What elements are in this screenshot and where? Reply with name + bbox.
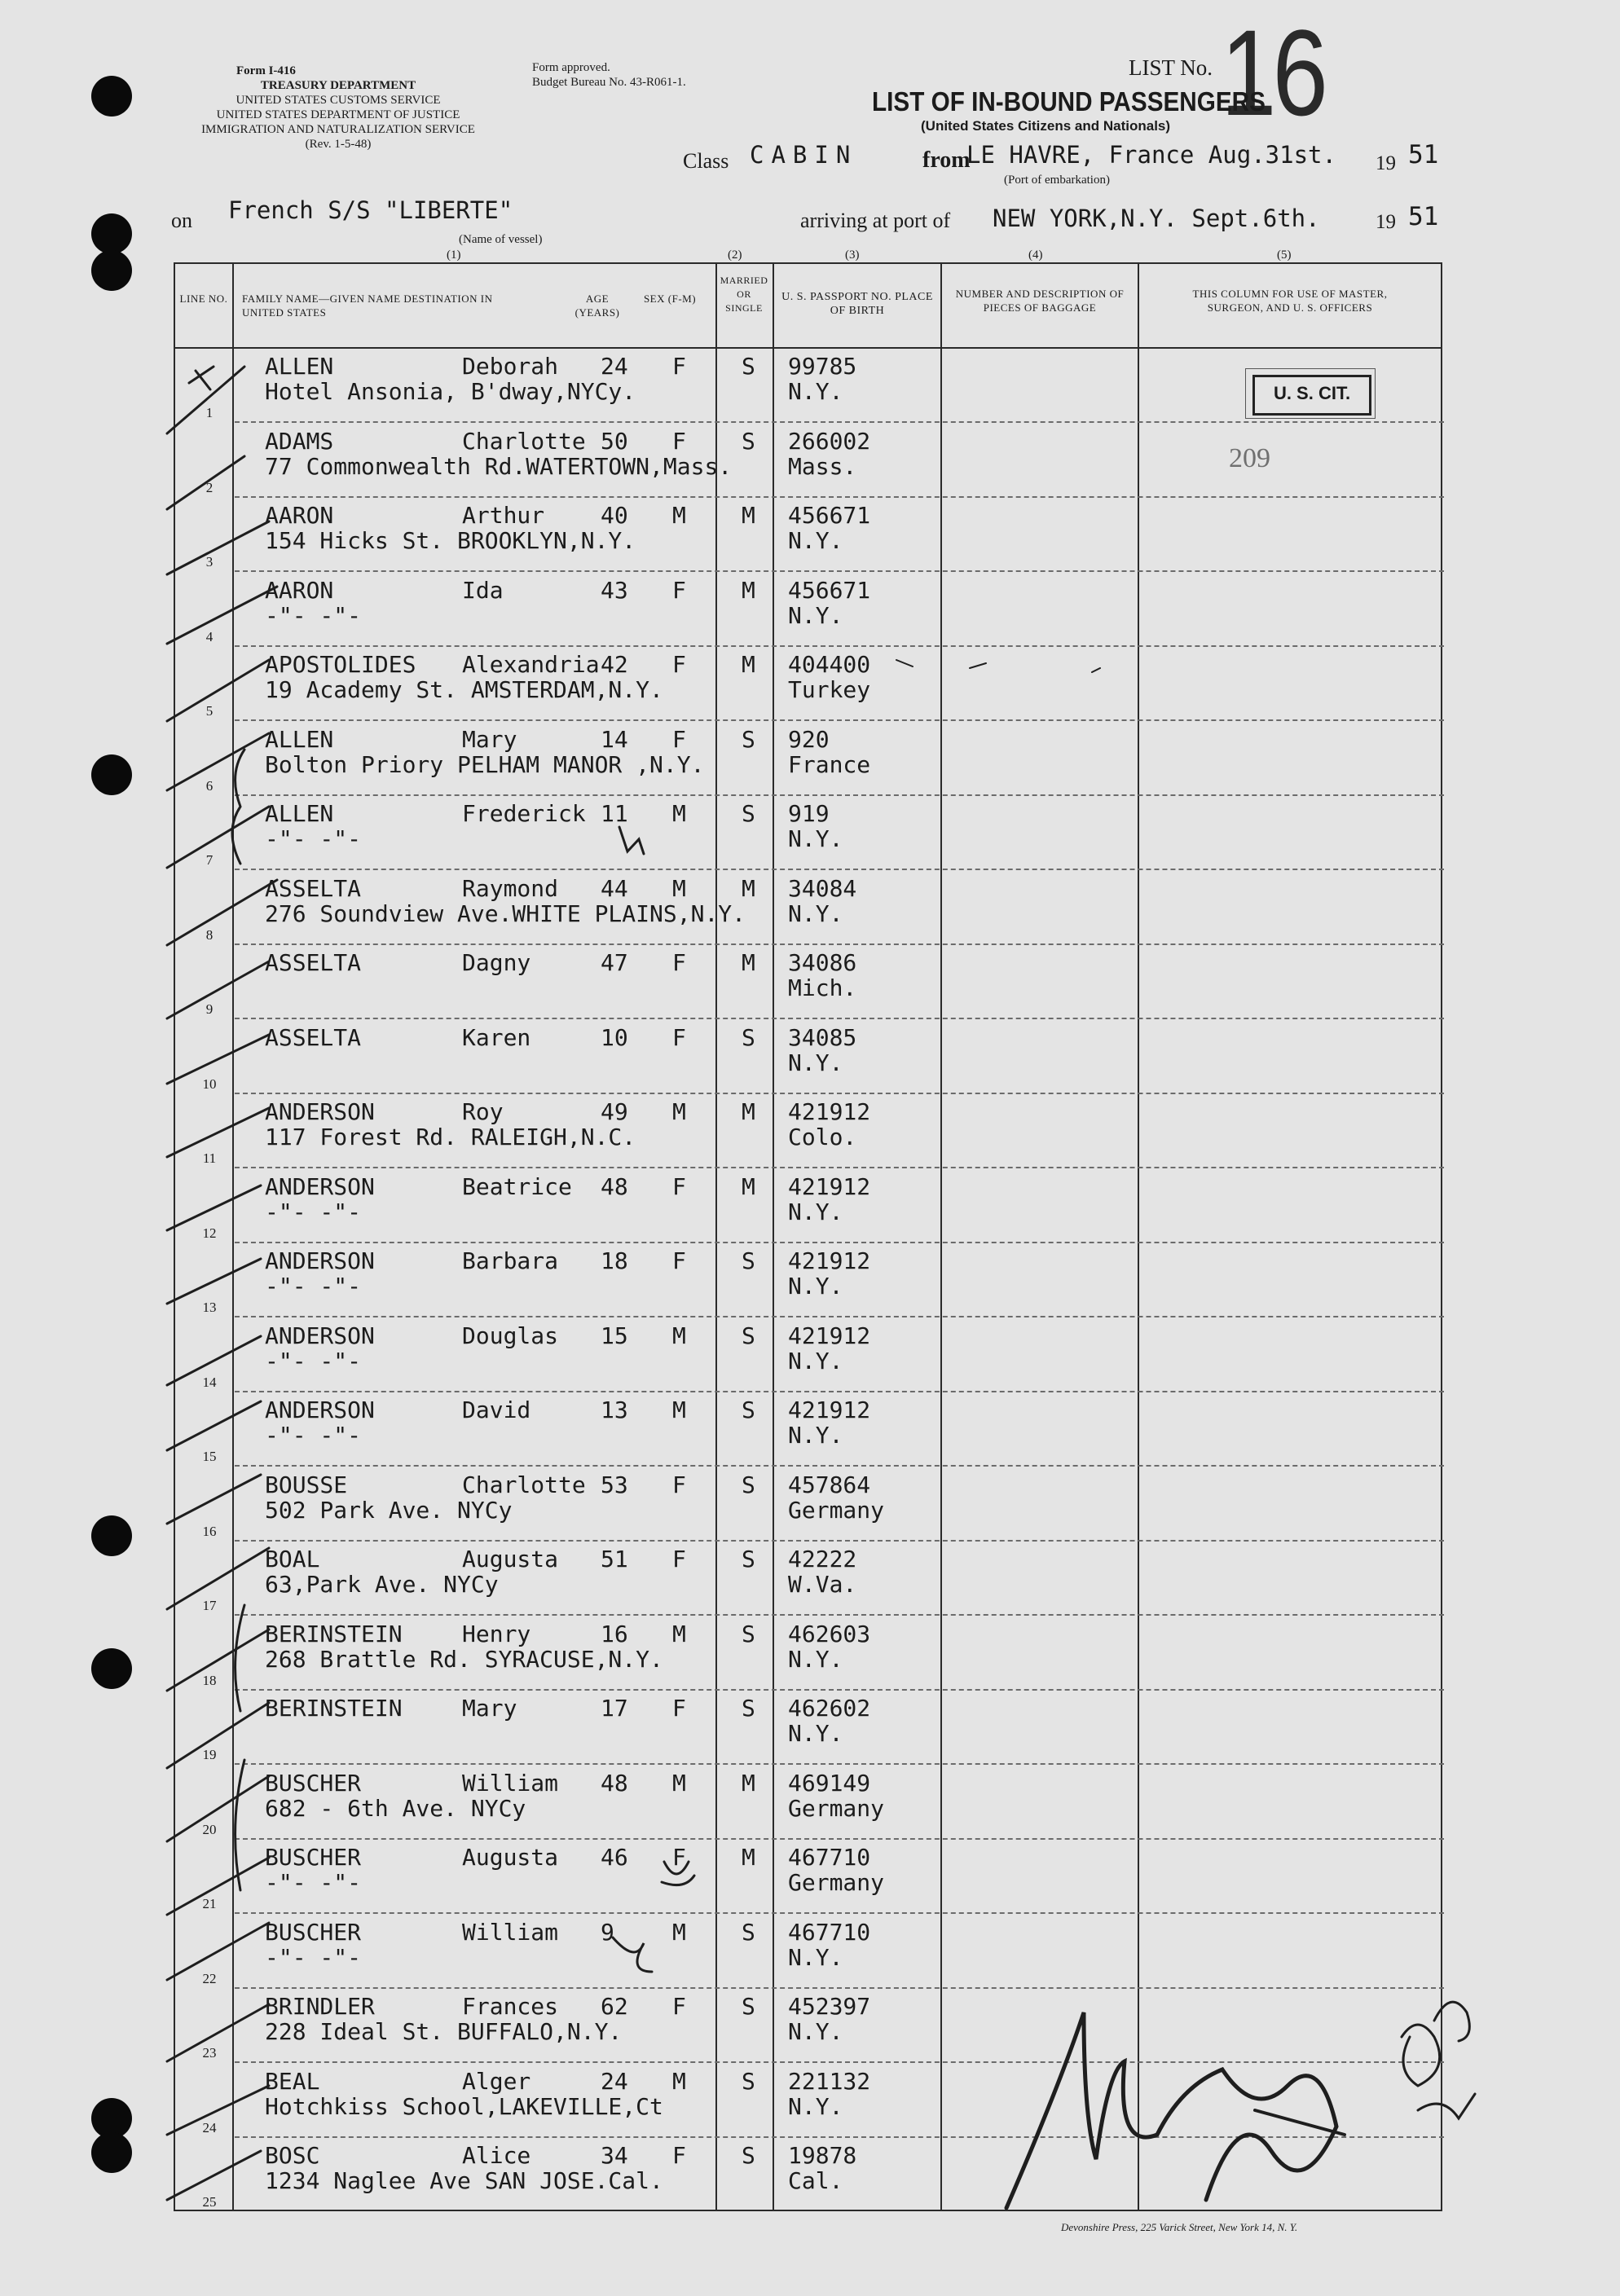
given-name: Karen bbox=[462, 1023, 531, 1051]
surname: AARON bbox=[265, 502, 334, 529]
table-row bbox=[175, 646, 1444, 720]
arriving-value: NEW YORK,N.Y. Sept.6th. bbox=[993, 205, 1320, 232]
sex: F bbox=[672, 1993, 686, 2020]
destination: -"- -"- bbox=[265, 1347, 362, 1375]
marital-status: M bbox=[742, 1844, 755, 1871]
sex: M bbox=[672, 1918, 686, 1946]
age: 16 bbox=[601, 1620, 628, 1647]
age: 11 bbox=[601, 800, 628, 827]
marital-status: S bbox=[742, 353, 755, 380]
surname: BUSCHER bbox=[265, 1918, 362, 1946]
annotation-209: 209 bbox=[1229, 443, 1270, 473]
punch-hole bbox=[91, 213, 132, 254]
age: 48 bbox=[601, 1769, 628, 1797]
passport-number: 467710 bbox=[788, 1918, 871, 1946]
justice-dept: UNITED STATES DEPARTMENT OF JUSTICE bbox=[216, 108, 460, 121]
sex: F bbox=[672, 651, 686, 678]
age: 24 bbox=[601, 353, 628, 380]
surname: ALLEN bbox=[265, 725, 334, 753]
given-name: Alice bbox=[462, 2142, 531, 2169]
marital-status: S bbox=[742, 427, 755, 455]
sex: M bbox=[672, 1397, 686, 1423]
given-name: Ida bbox=[462, 576, 504, 604]
place-of-birth: Turkey bbox=[788, 676, 871, 703]
list-number-label: LIST No. bbox=[1129, 55, 1213, 80]
column-number: (1) bbox=[447, 249, 461, 262]
surname: BOUSSE bbox=[265, 1471, 348, 1498]
age: 14 bbox=[601, 725, 628, 753]
passport-number: 462602 bbox=[788, 1695, 871, 1722]
place-of-birth: N.Y. bbox=[788, 2018, 843, 2045]
punch-hole bbox=[91, 2132, 132, 2173]
marital-status: S bbox=[742, 1471, 755, 1498]
place-of-birth: N.Y. bbox=[788, 2092, 843, 2120]
table-row bbox=[175, 1467, 1444, 1541]
marital-status: M bbox=[742, 1172, 755, 1200]
given-name: Beatrice bbox=[462, 1172, 572, 1200]
passport-number: 467710 bbox=[788, 1844, 871, 1871]
table-row bbox=[175, 1914, 1444, 1988]
sex: F bbox=[672, 2142, 686, 2169]
place-of-birth: France bbox=[788, 750, 871, 778]
place-of-birth: N.Y. bbox=[788, 1198, 843, 1225]
place-of-birth: N.Y. bbox=[788, 1645, 843, 1673]
from-label: from bbox=[922, 147, 971, 173]
passport-number: 421912 bbox=[788, 1397, 871, 1423]
table-row bbox=[175, 497, 1444, 571]
sex: F bbox=[672, 576, 686, 604]
line-no: 7 bbox=[205, 852, 214, 868]
surname: BUSCHER bbox=[265, 1844, 362, 1871]
marital-status: S bbox=[742, 1023, 755, 1051]
destination: 502 Park Ave. NYCy bbox=[265, 1496, 513, 1524]
given-name: Roy bbox=[462, 1098, 504, 1125]
marital-status: S bbox=[742, 800, 755, 827]
age: 13 bbox=[601, 1397, 628, 1423]
punch-hole bbox=[91, 1648, 132, 1689]
passport-number: 19878 bbox=[788, 2142, 857, 2169]
destination: 63,Park Ave. NYCy bbox=[265, 1571, 499, 1598]
passport-number: 456671 bbox=[788, 502, 871, 529]
sex: F bbox=[672, 427, 686, 455]
line-no: 23 bbox=[202, 2045, 217, 2061]
marital-status: S bbox=[742, 1397, 755, 1423]
line-no: 17 bbox=[202, 1598, 217, 1613]
surname: ANDERSON bbox=[265, 1322, 375, 1349]
sex: F bbox=[672, 1471, 686, 1498]
surname: BERINSTEIN bbox=[265, 1695, 403, 1722]
given-name: Mary bbox=[462, 725, 517, 753]
passport-number: 42222 bbox=[788, 1546, 857, 1572]
line-no: 6 bbox=[205, 777, 214, 794]
place-of-birth: Germany bbox=[788, 1869, 885, 1896]
destination: 228 Ideal St. BUFFALO,N.Y. bbox=[265, 2018, 623, 2045]
age: 49 bbox=[601, 1098, 628, 1125]
sex: F bbox=[672, 1247, 686, 1274]
place-of-birth: N.Y. bbox=[788, 527, 843, 554]
col-header-marital: MARRIED OR SINGLE bbox=[720, 275, 768, 314]
marital-status: M bbox=[742, 651, 755, 678]
given-name: Frances bbox=[462, 1993, 559, 2020]
age: 17 bbox=[601, 1695, 628, 1722]
passport-number: 421912 bbox=[788, 1322, 871, 1349]
place-of-birth: Mass. bbox=[788, 452, 857, 480]
passport-number: 34084 bbox=[788, 874, 857, 902]
line-no: 25 bbox=[202, 2194, 217, 2210]
line-no: 8 bbox=[205, 926, 214, 943]
year-suffix: 51 bbox=[1408, 140, 1439, 169]
sex: M bbox=[672, 1769, 686, 1797]
given-name: Charlotte bbox=[462, 1471, 586, 1498]
surname: AARON bbox=[265, 576, 334, 604]
arriving-label: arriving at port of bbox=[800, 209, 951, 232]
col-header-sex: SEX (F-M) bbox=[643, 292, 697, 305]
marital-status: M bbox=[742, 1769, 755, 1797]
age: 34 bbox=[601, 2142, 628, 2169]
surname: ASSELTA bbox=[265, 1023, 362, 1051]
age: 43 bbox=[601, 576, 628, 604]
destination: -"- -"- bbox=[265, 1943, 362, 1971]
sex: M bbox=[672, 502, 686, 529]
surname: BOSC bbox=[265, 2142, 320, 2169]
table-row bbox=[175, 2063, 1444, 2137]
given-name: William bbox=[462, 1918, 559, 1946]
given-name: Deborah bbox=[462, 353, 559, 380]
destination: -"- -"- bbox=[265, 1273, 362, 1300]
form-approval bbox=[532, 60, 686, 90]
given-name: Raymond bbox=[462, 874, 559, 902]
surname: ALLEN bbox=[265, 800, 334, 827]
surname: ASSELTA bbox=[265, 874, 362, 902]
place-of-birth: N.Y. bbox=[788, 378, 843, 405]
table-row bbox=[175, 870, 1444, 944]
punch-hole bbox=[91, 250, 132, 291]
line-no: 10 bbox=[202, 1075, 217, 1092]
line-no: 4 bbox=[205, 628, 214, 644]
place-of-birth: N.Y. bbox=[788, 1347, 843, 1375]
table-row bbox=[175, 572, 1444, 646]
customs-service: UNITED STATES CUSTOMS SERVICE bbox=[236, 94, 441, 107]
place-of-birth: Colo. bbox=[788, 1124, 857, 1150]
sex: F bbox=[672, 1546, 686, 1572]
sex: M bbox=[672, 1322, 686, 1349]
passport-number: 421912 bbox=[788, 1247, 871, 1274]
age: 18 bbox=[601, 1247, 628, 1274]
col-header-passport: U. S. PASSPORT NO. PLACE OF BIRTH bbox=[781, 291, 933, 317]
from-value: LE HAVRE, France Aug.31st. bbox=[966, 141, 1336, 169]
marital-status: S bbox=[742, 1620, 755, 1647]
marital-status: S bbox=[742, 2142, 755, 2169]
age: 51 bbox=[601, 1546, 628, 1572]
page-title: LIST OF IN-BOUND PASSENGERS bbox=[872, 86, 1266, 117]
passport-number: 421912 bbox=[788, 1098, 871, 1125]
passport-number: 919 bbox=[788, 800, 830, 827]
year2-prefix: 19 bbox=[1376, 211, 1396, 233]
line-no: 15 bbox=[202, 1449, 217, 1464]
destination: 19 Academy St. AMSTERDAM,N.Y. bbox=[265, 676, 663, 703]
surname: ANDERSON bbox=[265, 1172, 375, 1200]
line-no: 1 bbox=[205, 405, 214, 420]
passport-number: 452397 bbox=[788, 1993, 871, 2020]
sex: F bbox=[672, 1172, 686, 1200]
destination: Hotchkiss School,LAKEVILLE,Ct bbox=[265, 2092, 663, 2120]
passport-number: 34085 bbox=[788, 1023, 857, 1051]
sex: M bbox=[672, 1620, 686, 1647]
table-row bbox=[175, 1243, 1444, 1317]
line-no: 2 bbox=[205, 479, 214, 495]
age: 62 bbox=[601, 1993, 628, 2020]
passenger-table bbox=[174, 262, 1442, 2211]
age: 40 bbox=[601, 502, 628, 529]
sex: F bbox=[672, 1844, 686, 1871]
destination: 268 Brattle Rd. SYRACUSE,N.Y. bbox=[265, 1645, 663, 1673]
place-of-birth: W.Va. bbox=[788, 1571, 857, 1598]
passport-number: 462603 bbox=[788, 1620, 871, 1647]
place-of-birth: Cal. bbox=[788, 2167, 843, 2194]
destination: 682 - 6th Ave. NYCy bbox=[265, 1794, 526, 1822]
surname: ANDERSON bbox=[265, 1098, 375, 1125]
vessel-name: French S/S "LIBERTE" bbox=[228, 196, 513, 224]
table-row bbox=[175, 721, 1444, 795]
age: 46 bbox=[601, 1844, 628, 1871]
place-of-birth: N.Y. bbox=[788, 1943, 843, 1971]
passport-number: 34086 bbox=[788, 949, 857, 976]
surname: BOAL bbox=[265, 1546, 320, 1572]
marital-status: M bbox=[742, 502, 755, 529]
age: 42 bbox=[601, 651, 628, 678]
line-no: 22 bbox=[202, 1970, 217, 1986]
given-name: Barbara bbox=[462, 1247, 559, 1274]
given-name: Arthur bbox=[462, 502, 545, 529]
passport-number: 266002 bbox=[788, 427, 871, 455]
passport-number: 469149 bbox=[788, 1769, 871, 1797]
punch-hole bbox=[91, 76, 132, 117]
marital-status: S bbox=[742, 1993, 755, 2020]
punch-hole bbox=[91, 1515, 132, 1556]
treasury-dept: TREASURY DEPARTMENT bbox=[260, 79, 416, 92]
page-subtitle: (United States Citizens and Nationals) bbox=[921, 118, 1171, 134]
sex: F bbox=[672, 1695, 686, 1722]
year2-suffix: 51 bbox=[1408, 202, 1439, 231]
approved-text: Form approved. bbox=[532, 61, 610, 74]
col-header-officers: THIS COLUMN FOR USE OF MASTER, SURGEON, AND U. S. OFFICERS bbox=[1192, 288, 1388, 314]
sex: M bbox=[672, 874, 686, 902]
on-label: on bbox=[171, 209, 192, 232]
given-name: Alger bbox=[462, 2067, 531, 2095]
table-row bbox=[175, 1541, 1444, 1615]
column-number: (5) bbox=[1277, 249, 1292, 262]
age: 15 bbox=[601, 1322, 628, 1349]
line-no: 20 bbox=[202, 1821, 217, 1837]
surname: BUSCHER bbox=[265, 1769, 362, 1797]
list-number-value: 16 bbox=[1221, 4, 1324, 141]
sex: F bbox=[672, 725, 686, 753]
destination: Bolton Priory PELHAM MANOR ,N.Y. bbox=[265, 750, 705, 778]
passport-number: 221132 bbox=[788, 2067, 871, 2095]
table-row bbox=[175, 1765, 1444, 1839]
marital-status: S bbox=[742, 1918, 755, 1946]
passport-number: 457864 bbox=[788, 1471, 871, 1498]
col-header-age: AGE (YEARS) bbox=[574, 292, 620, 319]
surname: ANDERSON bbox=[265, 1397, 375, 1423]
line-no: 16 bbox=[202, 1523, 217, 1539]
passport-number: 404400 bbox=[788, 651, 871, 678]
given-name: David bbox=[462, 1397, 531, 1423]
year-prefix: 19 bbox=[1376, 152, 1396, 174]
sex: F bbox=[672, 949, 686, 976]
surname: APOSTOLIDES bbox=[265, 651, 416, 678]
table-row bbox=[175, 1168, 1444, 1243]
budget-bureau: Budget Bureau No. 43-R061-1. bbox=[532, 76, 686, 89]
passport-number: 99785 bbox=[788, 353, 857, 380]
destination: 154 Hicks St. BROOKLYN,N.Y. bbox=[265, 527, 636, 554]
passport-number: 920 bbox=[788, 725, 830, 753]
line-no: 14 bbox=[202, 1374, 217, 1390]
table-row bbox=[175, 795, 1444, 869]
given-name: William bbox=[462, 1769, 559, 1797]
given-name: Augusta bbox=[462, 1844, 559, 1871]
column-number: (4) bbox=[1028, 249, 1043, 262]
column-number: (2) bbox=[728, 249, 742, 262]
marital-status: S bbox=[742, 1322, 755, 1349]
sex: M bbox=[672, 1098, 686, 1125]
place-of-birth: Mich. bbox=[788, 974, 857, 1001]
given-name: Frederick bbox=[462, 800, 586, 827]
place-of-birth: N.Y. bbox=[788, 1720, 843, 1747]
table-row bbox=[175, 1317, 1444, 1392]
line-no: 11 bbox=[202, 1150, 217, 1166]
surname: ALLEN bbox=[265, 353, 334, 380]
surname: BERINSTEIN bbox=[265, 1620, 403, 1647]
age: 24 bbox=[601, 2067, 628, 2095]
sex: M bbox=[672, 800, 686, 827]
place-of-birth: N.Y. bbox=[788, 825, 843, 852]
port-embarkation-caption: (Port of embarkation) bbox=[1004, 174, 1110, 187]
sex: F bbox=[672, 1023, 686, 1051]
destination: -"- -"- bbox=[265, 1198, 362, 1225]
marital-status: M bbox=[742, 1098, 755, 1125]
line-no: 24 bbox=[202, 2119, 217, 2135]
marital-status: S bbox=[742, 1247, 755, 1274]
marital-status: S bbox=[742, 2067, 755, 2095]
form-number: Form I-416 bbox=[236, 64, 296, 77]
surname: BEAL bbox=[265, 2067, 320, 2095]
given-name: Douglas bbox=[462, 1322, 559, 1349]
place-of-birth: N.Y. bbox=[788, 1422, 843, 1449]
col-header-name: FAMILY NAME—GIVEN NAME DESTINATION IN UNITED STATES bbox=[242, 292, 493, 319]
table-row bbox=[175, 1839, 1444, 1913]
form-revision: (Rev. 1-5-48) bbox=[305, 138, 372, 151]
marital-status: S bbox=[742, 725, 755, 753]
class-value: CABIN bbox=[750, 141, 858, 169]
line-no: 18 bbox=[202, 1672, 217, 1688]
table-row bbox=[175, 2137, 1444, 2211]
column-number: (3) bbox=[845, 249, 860, 262]
line-no: 21 bbox=[202, 1896, 217, 1911]
given-name: Mary bbox=[462, 1695, 517, 1722]
place-of-birth: N.Y. bbox=[788, 601, 843, 629]
passport-number: 421912 bbox=[788, 1172, 871, 1200]
given-name: Henry bbox=[462, 1620, 531, 1647]
col-header-baggage: NUMBER AND DESCRIPTION OF PIECES OF BAGGAGE bbox=[955, 288, 1125, 314]
us-cit-stamp: U. S. CIT. bbox=[1252, 375, 1371, 416]
age: 53 bbox=[601, 1471, 628, 1498]
age: 50 bbox=[601, 427, 628, 455]
given-name: Augusta bbox=[462, 1546, 559, 1572]
surname: ASSELTA bbox=[265, 949, 362, 976]
place-of-birth: Germany bbox=[788, 1496, 885, 1524]
place-of-birth: N.Y. bbox=[788, 1049, 843, 1076]
table-row bbox=[175, 1019, 1444, 1093]
destination: -"- -"- bbox=[265, 601, 362, 629]
line-no: 3 bbox=[205, 554, 214, 570]
destination: -"- -"- bbox=[265, 1422, 362, 1449]
destination: Hotel Ansonia, B'dway,NYCy. bbox=[265, 378, 636, 405]
surname: ADAMS bbox=[265, 427, 334, 455]
place-of-birth: N.Y. bbox=[788, 899, 843, 927]
line-no: 9 bbox=[205, 1001, 214, 1017]
line-no: 19 bbox=[202, 1747, 217, 1762]
class-label: Class bbox=[683, 149, 729, 173]
place-of-birth: Germany bbox=[788, 1794, 885, 1822]
destination: 77 Commonwealth Rd.WATERTOWN,Mass. bbox=[265, 452, 733, 480]
vessel-caption: (Name of vessel) bbox=[459, 233, 543, 246]
destination: 276 Soundview Ave.WHITE PLAINS,N.Y. bbox=[265, 899, 746, 927]
printer-imprint: Devonshire Press, 225 Varick Street, New York 14, N. Y. bbox=[1061, 2221, 1298, 2233]
table-row bbox=[175, 1392, 1444, 1466]
table-row bbox=[175, 1093, 1444, 1168]
place-of-birth: N.Y. bbox=[788, 1273, 843, 1300]
table-row bbox=[175, 1690, 1444, 1764]
sex: F bbox=[672, 353, 686, 380]
age: 10 bbox=[601, 1023, 628, 1051]
passport-number: 456671 bbox=[788, 576, 871, 604]
surname: BRINDLER bbox=[265, 1993, 375, 2020]
age: 44 bbox=[601, 874, 628, 902]
col-header-line-no: LINE NO. bbox=[179, 292, 228, 305]
table-row bbox=[175, 1988, 1444, 2062]
given-name: Alexandria bbox=[462, 651, 600, 678]
marital-status: M bbox=[742, 949, 755, 976]
marital-status: M bbox=[742, 874, 755, 902]
table-row bbox=[175, 1616, 1444, 1690]
destination: -"- -"- bbox=[265, 825, 362, 852]
punch-hole bbox=[91, 754, 132, 795]
form-agency-block bbox=[139, 64, 538, 152]
table-row bbox=[175, 944, 1444, 1018]
marital-status: M bbox=[742, 576, 755, 604]
given-name: Dagny bbox=[462, 949, 531, 976]
marital-status: S bbox=[742, 1546, 755, 1572]
destination: 117 Forest Rd. RALEIGH,N.C. bbox=[265, 1124, 636, 1150]
destination: -"- -"- bbox=[265, 1869, 362, 1896]
given-name: Charlotte bbox=[462, 427, 586, 455]
age: 47 bbox=[601, 949, 628, 976]
ins-service: IMMIGRATION AND NATURALIZATION SERVICE bbox=[201, 123, 475, 136]
age: 9 bbox=[601, 1918, 614, 1946]
marital-status: S bbox=[742, 1695, 755, 1722]
line-no: 13 bbox=[202, 1300, 217, 1315]
sex: M bbox=[672, 2067, 686, 2095]
line-no: 5 bbox=[205, 703, 214, 719]
line-no: 12 bbox=[202, 1225, 217, 1241]
destination: 1234 Naglee Ave SAN JOSE.Cal. bbox=[265, 2167, 663, 2194]
age: 48 bbox=[601, 1172, 628, 1200]
surname: ANDERSON bbox=[265, 1247, 375, 1274]
